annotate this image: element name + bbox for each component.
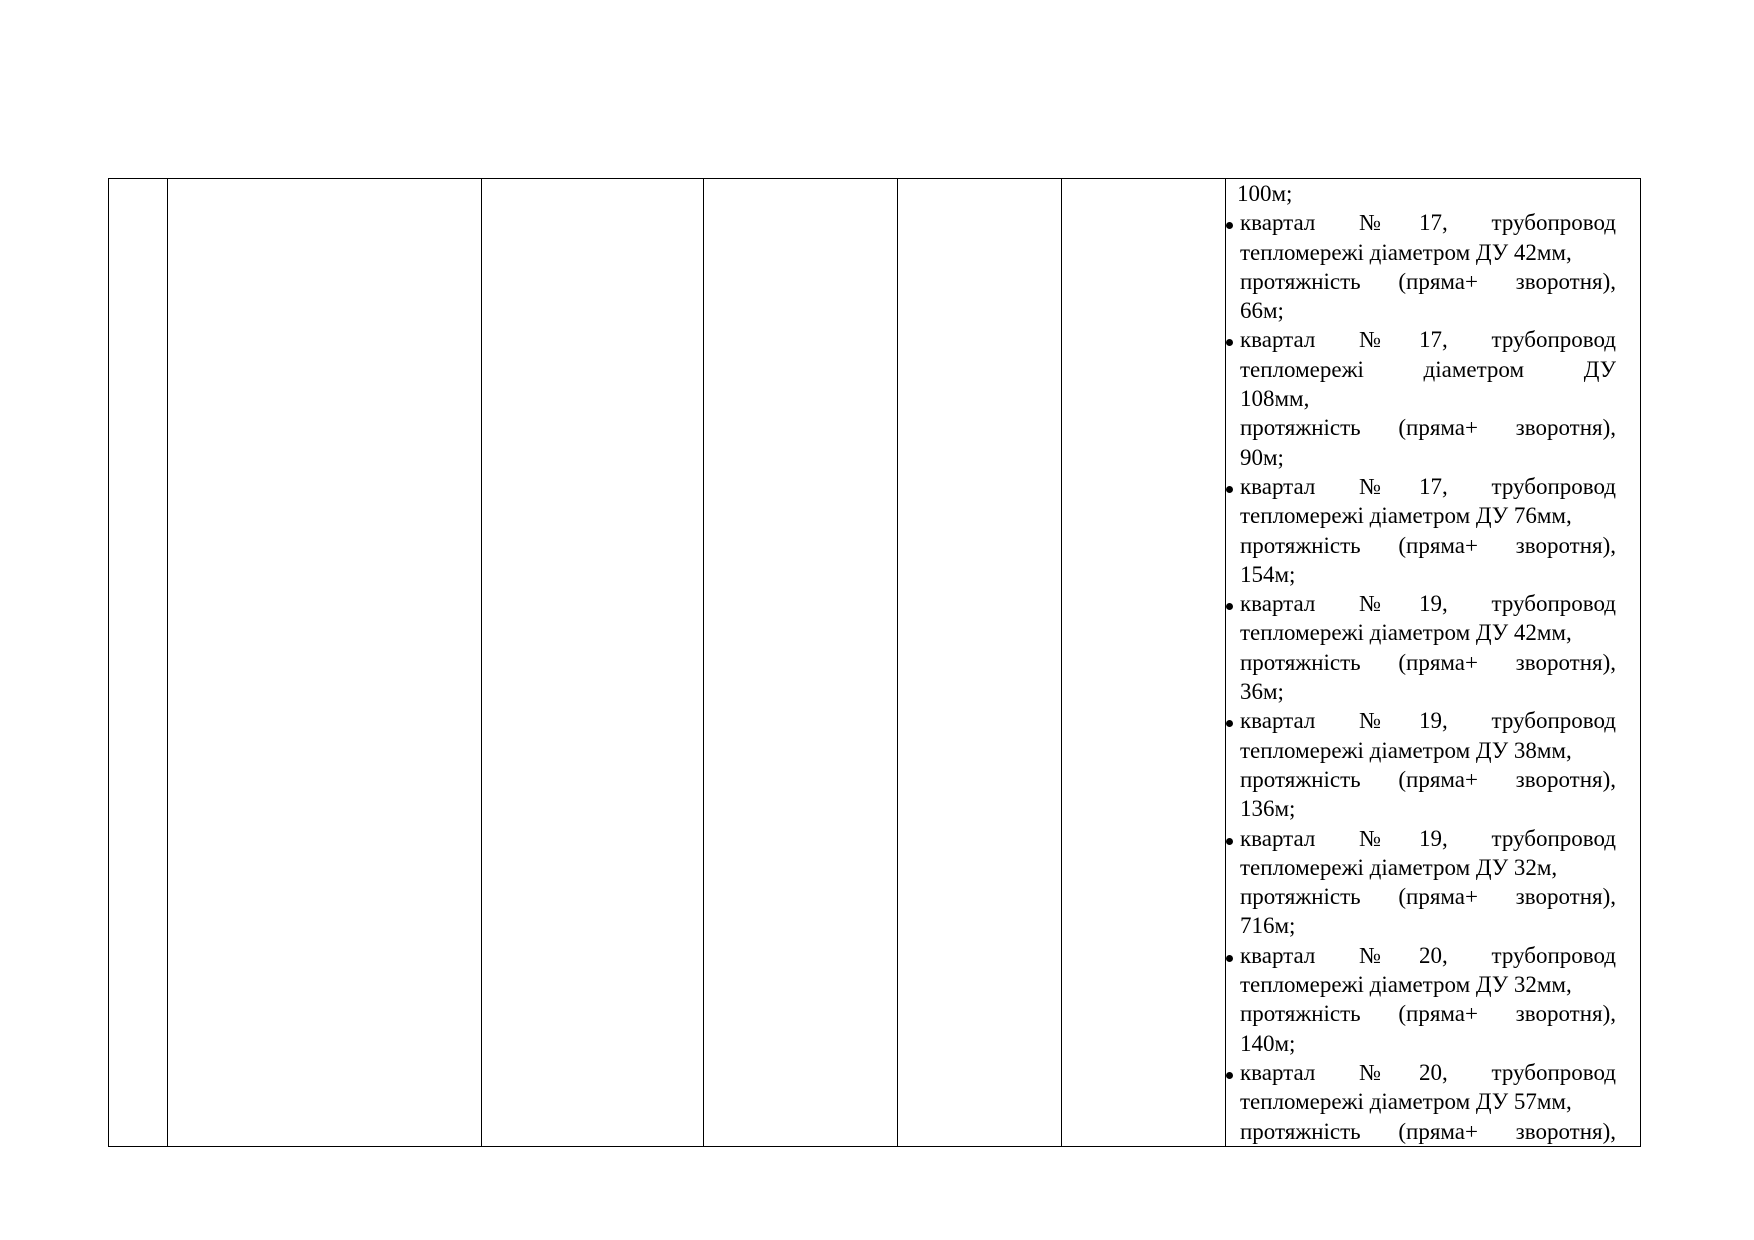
description-line: квартал №17, трубопровод — [1240, 210, 1616, 236]
description-line: протяжність (пряма+ зворотня), — [1240, 532, 1616, 558]
bullet-icon — [1226, 720, 1233, 727]
bullet-icon — [1226, 1072, 1233, 1079]
description-line: 136м; — [1240, 796, 1296, 822]
document-table — [108, 178, 1641, 1147]
description-list-item — [1237, 706, 1616, 823]
description-list-item — [1237, 941, 1616, 1058]
table-cell-name — [168, 179, 482, 1147]
description-line: квартал №17, трубопровод — [1240, 473, 1616, 499]
table-cell-column-6 — [1062, 179, 1226, 1147]
description-line: протяжність (пряма+ зворотня), — [1240, 415, 1616, 441]
description-list-item — [1237, 824, 1616, 941]
description-line: квартал №19, трубопровод — [1240, 708, 1616, 734]
description-line: квартал №17, трубопровод — [1240, 327, 1616, 353]
description-line: тепломережі діаметром ДУ 42мм, — [1240, 620, 1572, 646]
description-list-item — [1237, 325, 1616, 471]
table-cell-column-4 — [704, 179, 898, 1147]
bullet-icon — [1226, 339, 1233, 346]
table-cell-description — [1226, 179, 1641, 1147]
description-list-item — [1237, 589, 1616, 706]
description-line: тепломережі діаметром ДУ 57мм, — [1240, 1089, 1572, 1115]
bullet-icon — [1226, 222, 1233, 229]
description-line: 154м; — [1240, 561, 1296, 587]
description-line: протяжність (пряма+ зворотня), — [1240, 1001, 1616, 1027]
description-line: тепломережі діаметром ДУ — [1240, 356, 1616, 382]
description-lead-line: 100м; — [1237, 181, 1293, 206]
description-line: квартал №20, трубопровод — [1240, 942, 1616, 968]
description-line: 140м; — [1240, 1030, 1296, 1056]
description-line: тепломережі діаметром ДУ 32м, — [1240, 854, 1558, 880]
description-line: 66м; — [1240, 298, 1284, 324]
description-line: тепломережі діаметром ДУ 38мм, — [1240, 737, 1572, 763]
description-line: 716м; — [1240, 913, 1296, 939]
description-line: тепломережі діаметром ДУ 76мм, — [1240, 503, 1572, 529]
description-line: тепломережі діаметром ДУ 42мм, — [1240, 239, 1572, 265]
table-cell-column-3 — [482, 179, 704, 1147]
description-line: 108мм, — [1240, 386, 1310, 412]
description-list-item — [1237, 472, 1616, 589]
description-line: тепломережі діаметром ДУ 32мм, — [1240, 972, 1572, 998]
description-line: протяжність (пряма+ зворотня), — [1240, 766, 1616, 792]
description-list-item — [1237, 208, 1616, 325]
description-line: квартал №19, трубопровод — [1240, 825, 1616, 851]
description-line: квартал №20, трубопровод — [1240, 1059, 1616, 1085]
description-line: 90м; — [1240, 444, 1284, 470]
description-line: протяжність (пряма+ зворотня), — [1240, 884, 1616, 910]
table-row — [109, 179, 1641, 1147]
description-line: протяжність (пряма+ зворотня), — [1240, 1118, 1616, 1144]
bullet-icon — [1226, 955, 1233, 962]
description-line: квартал №19, трубопровод — [1240, 591, 1616, 617]
description-line: протяжність (пряма+ зворотня), — [1240, 649, 1616, 675]
bullet-icon — [1226, 603, 1233, 610]
description-list-item — [1237, 1058, 1616, 1146]
bullet-icon — [1226, 838, 1233, 845]
bullet-icon — [1226, 486, 1233, 493]
description-text — [1226, 179, 1640, 1146]
description-line: протяжність (пряма+ зворотня), — [1240, 268, 1616, 294]
table-cell-column-5 — [898, 179, 1062, 1147]
description-line: 36м; — [1240, 679, 1284, 705]
table-cell-number — [109, 179, 168, 1147]
